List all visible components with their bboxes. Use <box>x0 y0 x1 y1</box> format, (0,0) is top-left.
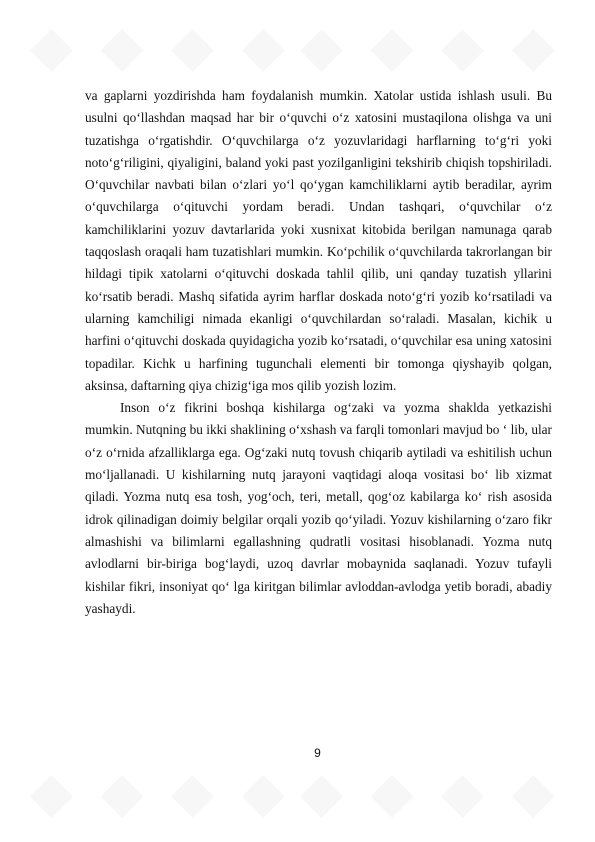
page-body <box>85 85 552 620</box>
watermark: ◆ ◆ ◆ ◆ <box>30 760 289 825</box>
watermark: ◆ ◆ ◆ ◆ <box>300 760 559 825</box>
watermark: ◆ ◆ ◆ ◆ <box>30 14 289 79</box>
paragraph-oral-and-written-speech: Inson o‘z fikrini boshqa kishilarga og‘zaki va yozma shaklda yetkazishi mumkin. Nutqning bu ikki shaklining o‘xshash va farqli tomonlari mavjud bo ‘ lib, ular o‘z o‘rnida afzalliklarga ega. Og‘zaki nutq tovush chiqarib aytiladi va eshitilish uchun mo‘ljallanadi. U kishilarning nutq jarayoni vaqtidagi aloqa vositasi bo‘ lib xizmat qiladi. Yozma nutq esa tosh, yog‘och, teri, metall, qog‘oz kabilarga ko‘ rish asosida idrok qilinadigan doimiy belgilar orqali yozib qo‘yiladi. Yozuv kishilarning o‘zaro fikr almashishi va bilimlarni egallashning qudratli vositasi hisoblanadi. Yozma nutq avlodlarni bir-biriga bog‘laydi, uzoq davrlar mobaynida saqlanadi. Yozuv tufayli kishilar fikri, insoniyat qo‘ lga kiritgan bilimlar avloddan-avlodga yetib boradi, abadiy yashaydi. <box>85 400 552 616</box>
watermark: ◆ ◆ ◆ ◆ <box>300 14 559 79</box>
page-number: 9 <box>314 746 321 760</box>
paragraph-error-correction-method: va gaplarni yozdirishda ham foydalanish mumkin. Xatolar ustida ishlash usuli. Bu usulni qo‘llashdan maqsad har bir o‘quvchi o‘z xatosini mustaqilona olishga va uni tuzatishga o‘rgatishdir. O‘quvchilarga o‘z yozuvlaridagi harflarning to‘g‘ri yoki noto‘g‘riligini, qiyaligini, baland yoki past yozilganligini tekshirib chiqish topshiriladi. O‘quvchilar navbati bilan o‘zlari yo‘l qo‘ygan kamchiliklarni aytib beradilar, ayrim o‘quvchilarga o‘qituvchi yordam beradi. Undan tashqari, o‘quvchilar o‘z kamchiliklarini yozuv davtarlarida yoki xusnixat kitobida berilgan namunaga qarab taqqoslash oraqali ham tuzatishlari mumkin. Ko‘pchilik o‘quvchilarda takrorlangan bir hildagi tipik xatolarni o‘qituvchi doskada tahlil qilib, uni qanday tuzatish yllarini ko‘rsatib beradi. Mashq sifatida ayrim harflar doskada noto‘g‘ri yozib ko‘rsatiladi va ularning kamchiligi nimada ekanligi o‘quvchilardan so‘raladi. Masalan, kichik u harfini o‘qituvchi doskada quyidagicha yozib ko‘rsatadi, o‘quvchilar esa uning xatosini topadilar. Kichk u harfining tugunchali elementi bir tomonga qiyshayib qolgan, aksinsa, daftarning qiya chizig‘iga mos qilib yozish lozim. <box>85 88 552 393</box>
